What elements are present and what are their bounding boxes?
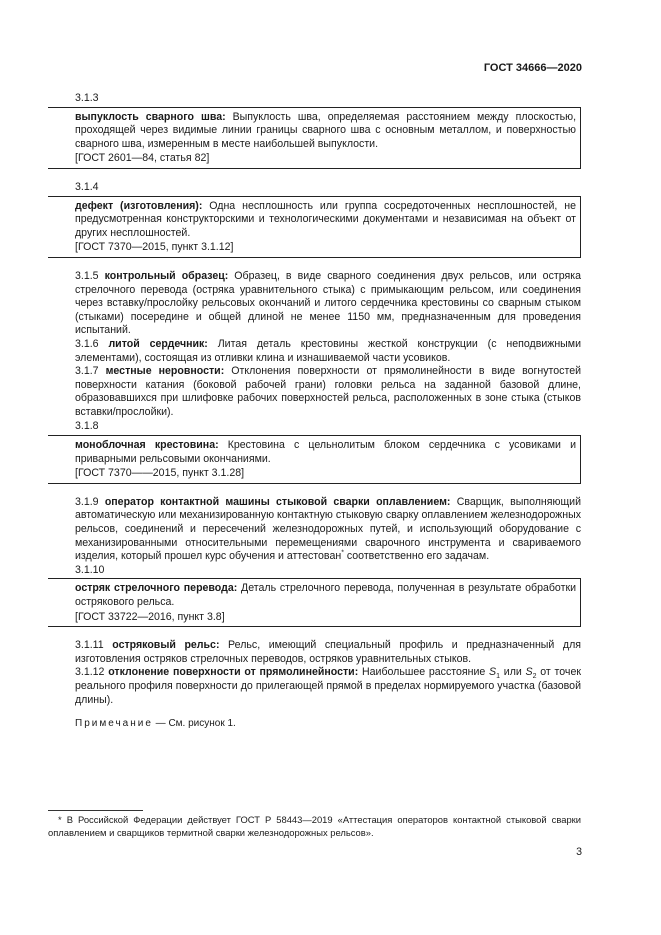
term-definition (75, 582, 576, 609)
clause-3-1-11 (75, 639, 581, 666)
clause-number: 3.1.5 (75, 269, 99, 282)
term-number: 3.1.10 (75, 563, 105, 576)
term-name: остряк стрелочного перевода: (75, 582, 238, 595)
clause-text: Наибольшее расстояние (358, 666, 490, 679)
term-box-3-1-8 (48, 435, 581, 484)
note (75, 717, 581, 731)
term-number: 3.1.3 (75, 92, 99, 104)
footnote-mark: * (58, 814, 62, 825)
clause-term: литой сердечник: (108, 337, 208, 350)
clause-text-tail: соответственно его задачам. (343, 550, 490, 563)
clause-3-1-5 (75, 270, 581, 338)
footnote (48, 813, 581, 839)
term-reference: [ГОСТ 7370—2015, пункт 3.1.12] (75, 241, 234, 254)
clause-term: остряковый рельс: (112, 639, 220, 652)
clause-text: Сварщик, выполняющий автоматическую или механизированную контактную стыковую сварку оплавлением железнодорожных рельсов, соединений и пересечений железнодорожных путей, и использующий оборудование с механизированными относительными перемещениями сварочного инструмента и свариваемого изделия, который прошел курс обучения и аттестован (75, 495, 581, 563)
clause-term: местные неровности: (105, 365, 225, 378)
clause-number: 3.1.12 (75, 666, 105, 679)
clause-number: 3.1.11 (75, 639, 104, 652)
term-name: моноблочная крестовина: (75, 439, 219, 452)
clause-3-1-9 (75, 496, 581, 564)
note-text: — См. рисунок 1. (152, 718, 236, 730)
term-definition (75, 439, 576, 466)
clause-text: Образец, в виде сварного соединения двух рельсов, или остряка стрелочного перевода (остряка уравнительного стыка) с примыкающим рельсом, или соединения через вставку/прослойку рельсовых окончаний и литого сердечника крестовины со сварным стыком (стыками) посередине и общей длиной не менее 1150 мм, предназначенным для проведения испытаний. (75, 269, 581, 337)
clause-number: 3.1.6 (75, 337, 99, 350)
clause-term: контрольный образец: (104, 269, 229, 282)
term-name: выпуклость сварного шва: (75, 110, 226, 123)
term-reference: [ГОСТ 33722—2016, пункт 3.8] (75, 610, 225, 623)
clause-3-1-6 (75, 338, 581, 365)
clause-3-1-12 (75, 666, 581, 707)
clause-text: Рельс, имеющий специальный профиль и предназначенный для изготовления остряков стрелочных переводов, остряков уравнительных стыков. (75, 639, 581, 665)
term-box-3-1-4 (48, 196, 581, 258)
term-box-3-1-10 (48, 578, 581, 627)
clause-text-tail: от точек реального профиля поверхности до прилегающей прямой в пределах нормируемого участка (базовой длины). (75, 666, 581, 706)
document-body (75, 92, 581, 731)
clause-number: 3.1.9 (75, 495, 99, 508)
page-number: 3 (576, 846, 582, 858)
standard-designation: ГОСТ 34666—2020 (483, 62, 582, 74)
term-reference: [ГОСТ 2601—84, статья 82] (75, 152, 210, 165)
term-text: Деталь стрелочного перевода, полученная в результате обработки острякового рельса. (75, 582, 576, 608)
term-text: Крестовина с цельнолитым блоком сердечника с усовиками и приварными рельсовыми окончаниями. (75, 439, 576, 465)
term-text: Одна несплошность или группа сосредоточенных несплошностей, не предусмотренная конструкторскими и технологическими документами и независимая на объект от других несплошностей. (75, 199, 576, 239)
subscript-1: 1 (496, 673, 501, 681)
footnote-divider (48, 810, 143, 811)
subscript-2: 2 (532, 673, 537, 681)
term-number: 3.1.8 (75, 420, 99, 433)
term-definition (75, 200, 576, 241)
clause-term: отклонение поверхности от прямолинейности: (108, 666, 359, 679)
term-text: Выпуклость шва, определяемая расстоянием между плоскостью, проходящей через видимые линии границы сварного шва с основным металлом, и поверхностью сварного шва, измеренным в месте наибольшей выпуклости. (75, 110, 577, 150)
footnote-mark: * (341, 549, 344, 557)
clause-term: оператор контактной машины стыковой сварки оплавлением: (104, 495, 451, 508)
term-reference: [ГОСТ 7370——2015, пункт 3.1.28] (75, 467, 245, 480)
term-box-3-1-3 (48, 107, 581, 169)
term-name: дефект (изготовления): (75, 199, 203, 212)
symbol-s2: S (525, 666, 533, 679)
clause-text: Отклонения поверхности от прямолинейности в виде вогнутостей поверхности катания (боковой рабочей грани) головки рельса на заданной базовой длине, образовавшихся при шлифовке рабочих поверхностей рельса, расположенных в зоне стыка (стыков вставки/прослойки). (75, 365, 582, 418)
clause-3-1-7 (75, 365, 581, 419)
term-number: 3.1.4 (75, 180, 99, 193)
clause-number: 3.1.7 (75, 365, 99, 378)
symbol-s1: S (489, 666, 497, 679)
clause-text-or: или (500, 666, 526, 679)
term-definition (75, 111, 576, 152)
clause-text: Литая деталь крестовины жесткой конструкции (с неподвижными элементами), состоящая из отливки клина и изнашиваемой части усовиков. (75, 337, 581, 364)
footnote-text: В Российской Федерации действует ГОСТ Р 58443—2019 «Аттестация операторов контактной стыковой сварки оплавлением и сварщиков термитной сварки железнодорожных рельсов». (48, 814, 581, 838)
note-label: Примечание (75, 718, 153, 730)
